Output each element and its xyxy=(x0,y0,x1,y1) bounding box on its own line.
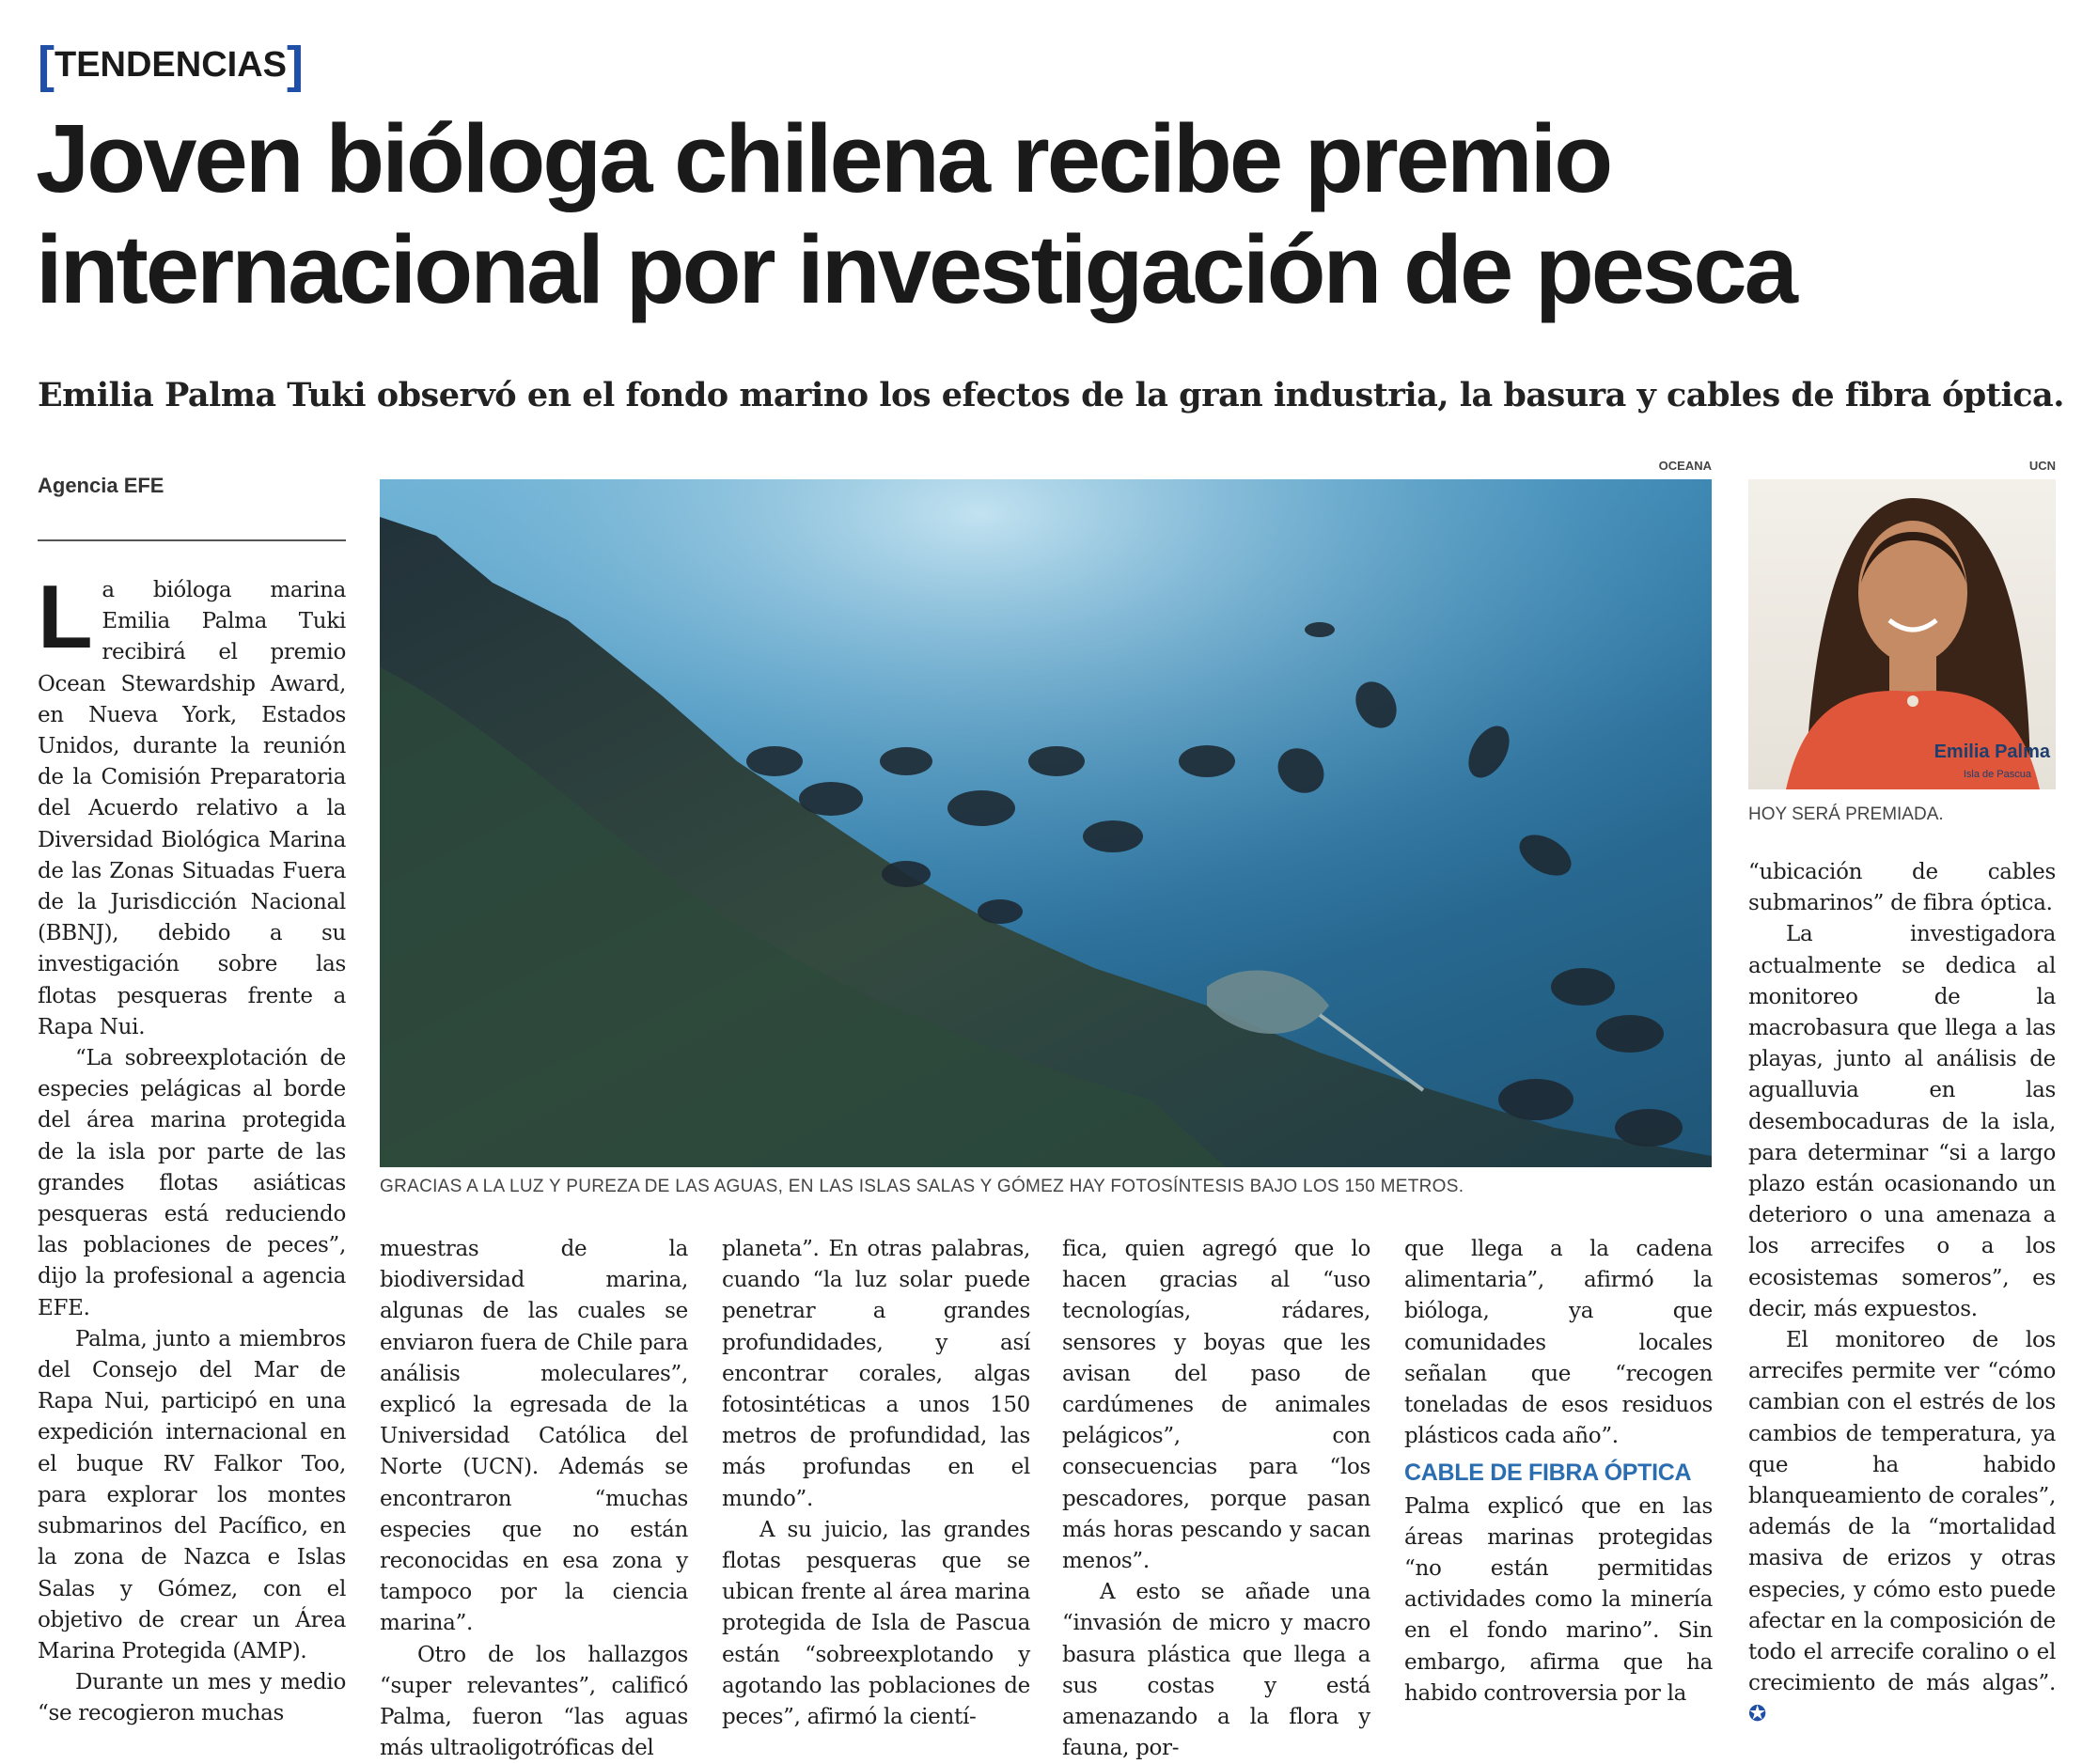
paragraph xyxy=(1748,1325,2056,1731)
paragraph: “La sobreexplotación de especies pelágicas al borde del área marina protegida de la isla por parte de las grandes flotas asiáticas pesqueras está reduciendo las poblaciones de peces”, dijo la profesional a agencia EFE. xyxy=(38,1046,346,1320)
bracket-left-icon: [ xyxy=(38,37,55,93)
subheading: CABLE DE FIBRA ÓPTICA xyxy=(1404,1460,1692,1487)
paragraph: que llega a la cadena alimentaria”, afirmó la bióloga, ya que comunidades locales señalan que “recogen toneladas de esos residuos plásticos cada año”. xyxy=(1404,1237,1713,1449)
drop-cap: L xyxy=(38,567,93,667)
byline: Agencia EFE xyxy=(38,474,164,497)
photo-caption-portrait: HOY SERÁ PREMIADA. xyxy=(1748,804,1944,824)
paragraph: Palma explicó que en las áreas marinas protegidas “no están permitidas actividades como la minería en el fondo marino”. Sin embargo, afirma que ha habido controversia por la xyxy=(1404,1493,1713,1706)
headline: Joven bióloga chilena recibe premio internacional por investigación de pesca xyxy=(36,104,1795,323)
paragraph: fica, quien agregó que lo hacen gracias al “uso tecnologías, rádares, sensores y boyas que les avisan del paso de cardúmenes de animales pelágicos”, con consecuencias para “los pescadores, porque pasan más horas pescando y sacan menos”. xyxy=(1062,1237,1370,1574)
article-column-5 xyxy=(1404,1234,1713,1709)
portrait-place: Isla de Pascua xyxy=(1963,769,2031,780)
paragraph: Otro de los hallazgos “super relevantes”, calificó Palma, fueron “las aguas más ultraoligotróficas del xyxy=(380,1642,688,1761)
bracket-right-icon: ] xyxy=(287,37,304,93)
paragraph xyxy=(38,567,346,1043)
portrait-photo xyxy=(1748,479,2056,789)
byline-divider xyxy=(38,539,346,541)
paragraph-text: El monitoreo de los arrecifes permite ver “cómo cambian con el estrés de los cambios de temperatura, ya que ha habido blanqueamiento de corales”, además de la “mortalidad masiva de erizos y otras especies, y cómo esto puede afectar en la composición de todo el arrecife coralino o el crecimiento de más algas”. xyxy=(1748,1328,2056,1696)
paragraph-text: a bióloga marina Emilia Palma Tuki recibirá el premio Ocean Stewardship Award, en Nueva York, Estados Unidos, durante la reunión de la Comisión Preparatoria del Acuerdo relativo a la Diversidad Biológica Marina de las Zonas Situadas Fuera de la Jurisdicción Nacional (BBNJ), debido a su investigación sobre las flotas pesqueras frente a Rapa Nui. xyxy=(38,578,346,1039)
paragraph: muestras de la biodiversidad marina, algunas de las cuales se enviaron fuera de Chile para análisis moleculares”, explicó la egresada de la Universidad Católica del Norte (UCN). Además se encontraron “muchas especies que no están reconocidas en esa zona y tampoco por la ciencia marina”. xyxy=(380,1237,688,1636)
article-column-4 xyxy=(1062,1234,1370,1764)
section-tag xyxy=(38,38,304,92)
article-column-2 xyxy=(380,1234,688,1764)
paragraph: A esto se añade una “invasión de micro y macro basura plástica que llega a sus costas y está amenazando a la flora y fauna, por- xyxy=(1062,1580,1370,1761)
paragraph: “ubicación de cables submarinos” de fibra óptica. xyxy=(1748,860,2056,916)
portrait-name: Emilia Palma xyxy=(1934,742,2050,762)
paragraph: Durante un mes y medio “se recogieron muchas xyxy=(38,1670,346,1726)
deck: Emilia Palma Tuki observó en el fondo marino los efectos de la gran industria, la basura y cables de fibra óptica. xyxy=(38,376,2064,414)
paragraph: Palma, junto a miembros del Consejo del Mar de Rapa Nui, participó en una expedición internacional en el buque RV Falkor Too, para explorar los montes submarinos del Pacífico, en la zona de Nazca e Islas Salas y Gómez, con el objetivo de crear un Área Marina Protegida (AMP). xyxy=(38,1326,346,1663)
paragraph: planeta”. En otras palabras, cuando “la luz solar puede penetrar a grandes profundidades, y así encontrar corales, algas fotosintéticas a unos 150 metros de profundidad, las más profundas en el mundo”. xyxy=(722,1237,1030,1511)
section-label: TENDENCIAS xyxy=(54,44,288,85)
paragraph: A su juicio, las grandes flotas pesqueras que se ubican frente al área marina protegida de Isla de Pascua están “sobreexplotando y agotando las poblaciones de peces”, afirmó la cientí- xyxy=(722,1517,1030,1730)
photo-credit-main: OCEANA xyxy=(1658,459,1712,473)
reef-fish-illustration xyxy=(380,479,1712,1167)
paragraph: La investigadora actualmente se dedica al monitoreo de la macrobasura que llega a las playas, junto al análisis de agualluvia en las desembocaduras de la isla, para determinar “si a largo plazo están ocasionando un deterioro o una amenaza a los arrecifes o a los ecosistemas someros”, es decir, más expuestos. xyxy=(1748,922,2056,1321)
article-column-1 xyxy=(38,567,346,1730)
article-column-6 xyxy=(1748,857,2056,1731)
photo-credit-portrait: UCN xyxy=(2028,459,2056,473)
photo-caption-main: GRACIAS A LA LUZ Y PUREZA DE LAS AGUAS, EN LAS ISLAS SALAS Y GÓMEZ HAY FOTOSÍNTESIS BAJO LOS 150 METROS. xyxy=(380,1177,1464,1196)
underwater-photo xyxy=(380,479,1712,1167)
end-mark-icon: ✪ xyxy=(1748,1702,1766,1727)
article-column-3 xyxy=(722,1234,1030,1733)
